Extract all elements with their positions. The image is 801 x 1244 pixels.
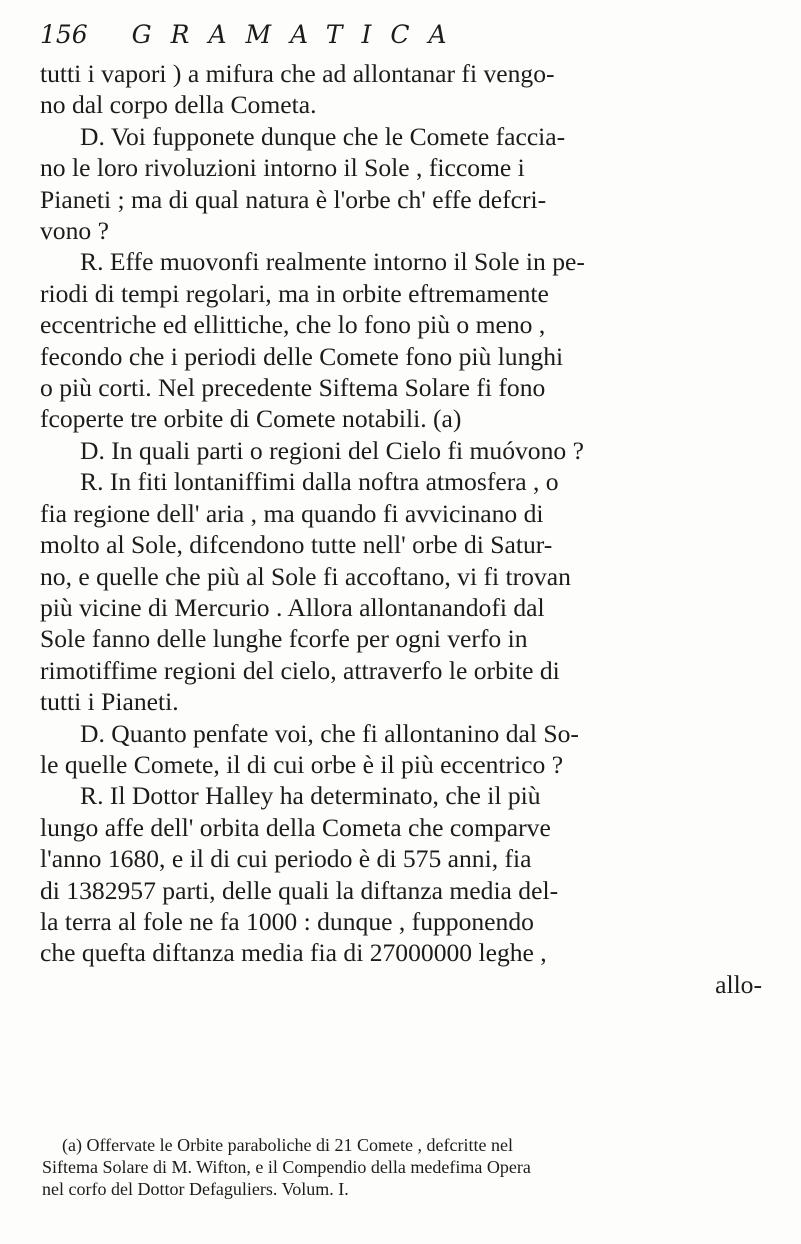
text-line: no le loro rivoluzioni intorno il Sole , ficcome i: [40, 153, 525, 183]
text-line: vono ?: [40, 216, 109, 246]
text-line: Sole fanno delle lunghe fcorfe per ogni verfo in: [40, 624, 528, 654]
text-line: fcoperte tre orbite di Comete notabili. (a): [40, 404, 462, 434]
text-line: riodi di tempi regolari, ma in orbite eftremamente: [40, 278, 549, 308]
page-header: [40, 18, 760, 52]
text-line: fia regione dell' aria , ma quando fi avvicinano di: [40, 498, 544, 528]
text-line: lungo affe dell' orbita della Cometa che comparve: [40, 812, 551, 842]
text-line: Pianeti ; ma di qual natura è l'orbe ch' effe defcri-: [40, 184, 547, 214]
text-line: più vicine di Mercurio . Allora allontanandofi dal: [40, 592, 545, 622]
text-line: no, e quelle che più al Sole fi accoftano, vi fi trovan: [40, 561, 571, 591]
page-number: 156: [40, 20, 88, 49]
text-line: le quelle Comete, il di cui orbe è il più eccentrico ?: [40, 749, 564, 779]
catchword: allo-: [715, 969, 762, 999]
text-line: eccentriche ed ellittiche, che lo fono più o meno ,: [40, 310, 546, 340]
text-line: l'anno 1680, e il di cui periodo è di 575 anni, fia: [40, 844, 532, 874]
running-title: GRAMATICA: [131, 20, 466, 49]
text-line: la terra al fole ne fa 1000 : dunque , fupponendo: [40, 906, 534, 936]
text-line: tutti i vapori ) a mifura che ad allontanar fi vengo-: [40, 59, 555, 88]
footnote: [42, 1134, 772, 1200]
question-line: D. In quali parti o regioni del Cielo fi muóvono ?: [80, 435, 584, 465]
text-line: no dal corpo della Cometa.: [40, 90, 317, 120]
text-line: tutti i Pianeti.: [40, 687, 179, 717]
question-line: D. Quanto penfate voi, che fi allontanino dal So-: [80, 718, 579, 748]
answer-line: R. Effe muovonfi realmente intorno il Sole in pe-: [80, 247, 585, 277]
text-line: molto al Sole, difcendono tutte nell' orbe di Satur-: [40, 530, 553, 560]
footnote-line: (a) Offervate le Orbite paraboliche di 21 Comete , defcritte nel: [62, 1135, 513, 1155]
answer-line: R. In fiti lontaniffimi dalla noftra atmosfera , o: [80, 467, 559, 497]
footnote-line: nel corfo del Dottor Defaguliers. Volum. I.: [42, 1179, 349, 1199]
text-line: di 1382957 parti, delle quali la diftanza media del-: [40, 875, 559, 905]
footnote-line: Siftema Solare di M. Wifton, e il Compendio della medefima Opera: [42, 1157, 531, 1177]
text-line: fecondo che i periodi delle Comete fono più lunghi: [40, 341, 564, 371]
text-line: o più corti. Nel precedente Siftema Solare fi fono: [40, 373, 546, 403]
text-line: che quefta diftanza media fia di 27000000 leghe ,: [40, 938, 547, 968]
main-text: [40, 58, 768, 1000]
answer-line: R. Il Dottor Halley ha determinato, che il più: [80, 781, 541, 811]
text-line: rimotiffime regioni del cielo, attraverfo le orbite di: [40, 655, 560, 685]
question-line: D. Voi fupponete dunque che le Comete faccia-: [80, 121, 566, 151]
